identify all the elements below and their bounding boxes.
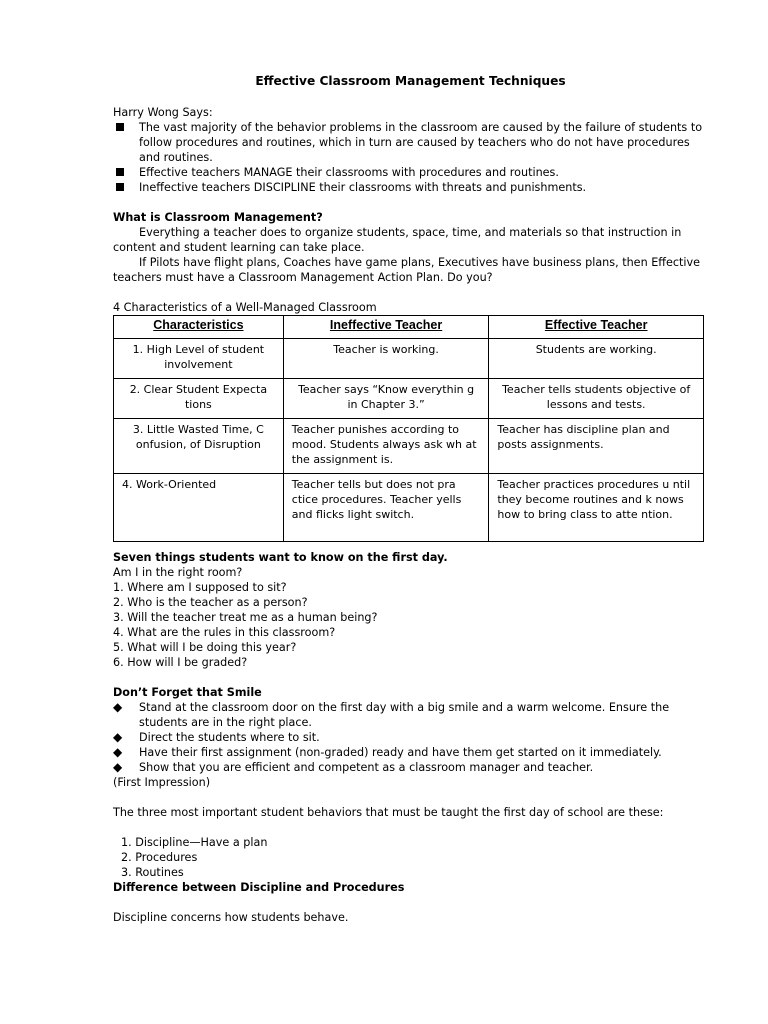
list-item: Ineffective teachers DISCIPLINE their classrooms with threats and punishments. — [113, 180, 708, 195]
table-row — [114, 474, 704, 542]
list-item: 2. Procedures — [121, 851, 198, 864]
table-row — [114, 379, 704, 419]
list-item: Am I in the right room? — [113, 566, 243, 579]
list-item: 6. How will I be graded? — [113, 656, 248, 669]
list-item: The vast majority of the behavior problems in the classroom are caused by the failure of students to follow procedures and routines, which in turn are caused by teachers who do not have procedures and routines. — [113, 120, 708, 165]
smile-bullets — [113, 700, 708, 775]
table-row — [114, 339, 704, 379]
smile-heading: Don’t Forget that Smile — [113, 686, 262, 699]
table-cell: Teacher punishes according to mood. Students always ask wh at the assignment is. — [283, 419, 489, 474]
list-item: 1. Where am I supposed to sit? — [113, 581, 287, 594]
difference-section — [113, 880, 708, 925]
diamond-bullet-icon: ◆ — [113, 760, 123, 774]
table-cell: 3. Little Wasted Time, C onfusion, of Disruption — [114, 419, 284, 474]
harry-wong-bullets — [113, 120, 708, 195]
what-is-paragraph-2: If Pilots have flight plans, Coaches have game plans, Executives have business plans, then Effective teachers must have a Classroom Management Action Plan. Do you? — [113, 256, 701, 284]
difference-text: Discipline concerns how students behave. — [113, 911, 349, 924]
table-cell: Teacher says “Know everythin g in Chapter 3.” — [283, 379, 489, 419]
document-page — [113, 72, 708, 925]
table-cell: Teacher has discipline plan and posts assignments. — [489, 419, 704, 474]
behaviors-list — [113, 835, 708, 880]
table-cell: Teacher is working. — [283, 339, 489, 379]
list-item: ◆ Direct the students where to sit. — [113, 730, 320, 744]
table-cell: 1. High Level of student involvement — [114, 339, 284, 379]
list-item: 3. Routines — [121, 866, 184, 879]
table-cell: 2. Clear Student Expecta tions — [114, 379, 284, 419]
column-header: Characteristics — [114, 316, 284, 339]
table-cell: Teacher tells students objective of lessons and tests. — [489, 379, 704, 419]
column-header: Effective Teacher — [489, 316, 704, 339]
what-is-paragraph-1: Everything a teacher does to organize students, space, time, and materials so that instruction in content and student learning can take place. — [113, 226, 682, 254]
what-is-section — [113, 210, 708, 285]
seven-things-heading: Seven things students want to know on the first day. — [113, 551, 448, 564]
what-is-heading: What is Classroom Management? — [113, 211, 323, 224]
list-item: 3. Will the teacher treat me as a human being? — [113, 611, 378, 624]
table-cell: Teacher tells but does not pra ctice procedures. Teacher yells and flicks light switch. — [283, 474, 489, 542]
table-header-row — [114, 316, 704, 339]
harry-wong-section — [113, 105, 708, 195]
smile-section — [113, 685, 708, 790]
table-cell: Students are working. — [489, 339, 704, 379]
list-item: 2. Who is the teacher as a person? — [113, 596, 308, 609]
characteristics-section — [113, 300, 708, 542]
characteristics-table — [113, 315, 704, 542]
document-title: Effective Classroom Management Techniques — [255, 74, 566, 88]
seven-things-section — [113, 550, 708, 670]
list-item: ◆ Have their first assignment (non-graded) ready and have them get started on it immediately. — [113, 745, 662, 759]
behaviors-intro: The three most important student behaviors that must be taught the first day of school are these: — [113, 806, 664, 819]
list-item: 1. Discipline—Have a plan — [121, 836, 268, 849]
diamond-bullet-icon: ◆ — [113, 745, 123, 759]
table-cell: Teacher practices procedures u ntil they become routines and k nows how to bring class to atte ntion. — [489, 474, 704, 542]
difference-heading: Difference between Discipline and Procedures — [113, 881, 405, 894]
behaviors-section — [113, 805, 708, 880]
table-cell: 4. Work-Oriented — [114, 474, 284, 542]
table-row — [114, 419, 704, 474]
list-item: 4. What are the rules in this classroom? — [113, 626, 336, 639]
diamond-bullet-icon: ◆ — [113, 730, 123, 744]
diamond-bullet-icon: ◆ — [113, 700, 123, 714]
table-caption: 4 Characteristics of a Well-Managed Classroom — [113, 301, 377, 314]
list-item: ◆ Stand at the classroom door on the first day with a big smile and a warm welcome. Ensure the students are in the right place. — [113, 700, 670, 729]
list-item: 5. What will I be doing this year? — [113, 641, 297, 654]
list-item: Effective teachers MANAGE their classrooms with procedures and routines. — [113, 165, 708, 180]
list-item: ◆ Show that you are efficient and competent as a classroom manager and teacher. — [113, 760, 594, 774]
harry-wong-heading: Harry Wong Says: — [113, 106, 213, 119]
column-header: Ineffective Teacher — [283, 316, 489, 339]
first-impression-note: (First Impression) — [113, 776, 211, 789]
